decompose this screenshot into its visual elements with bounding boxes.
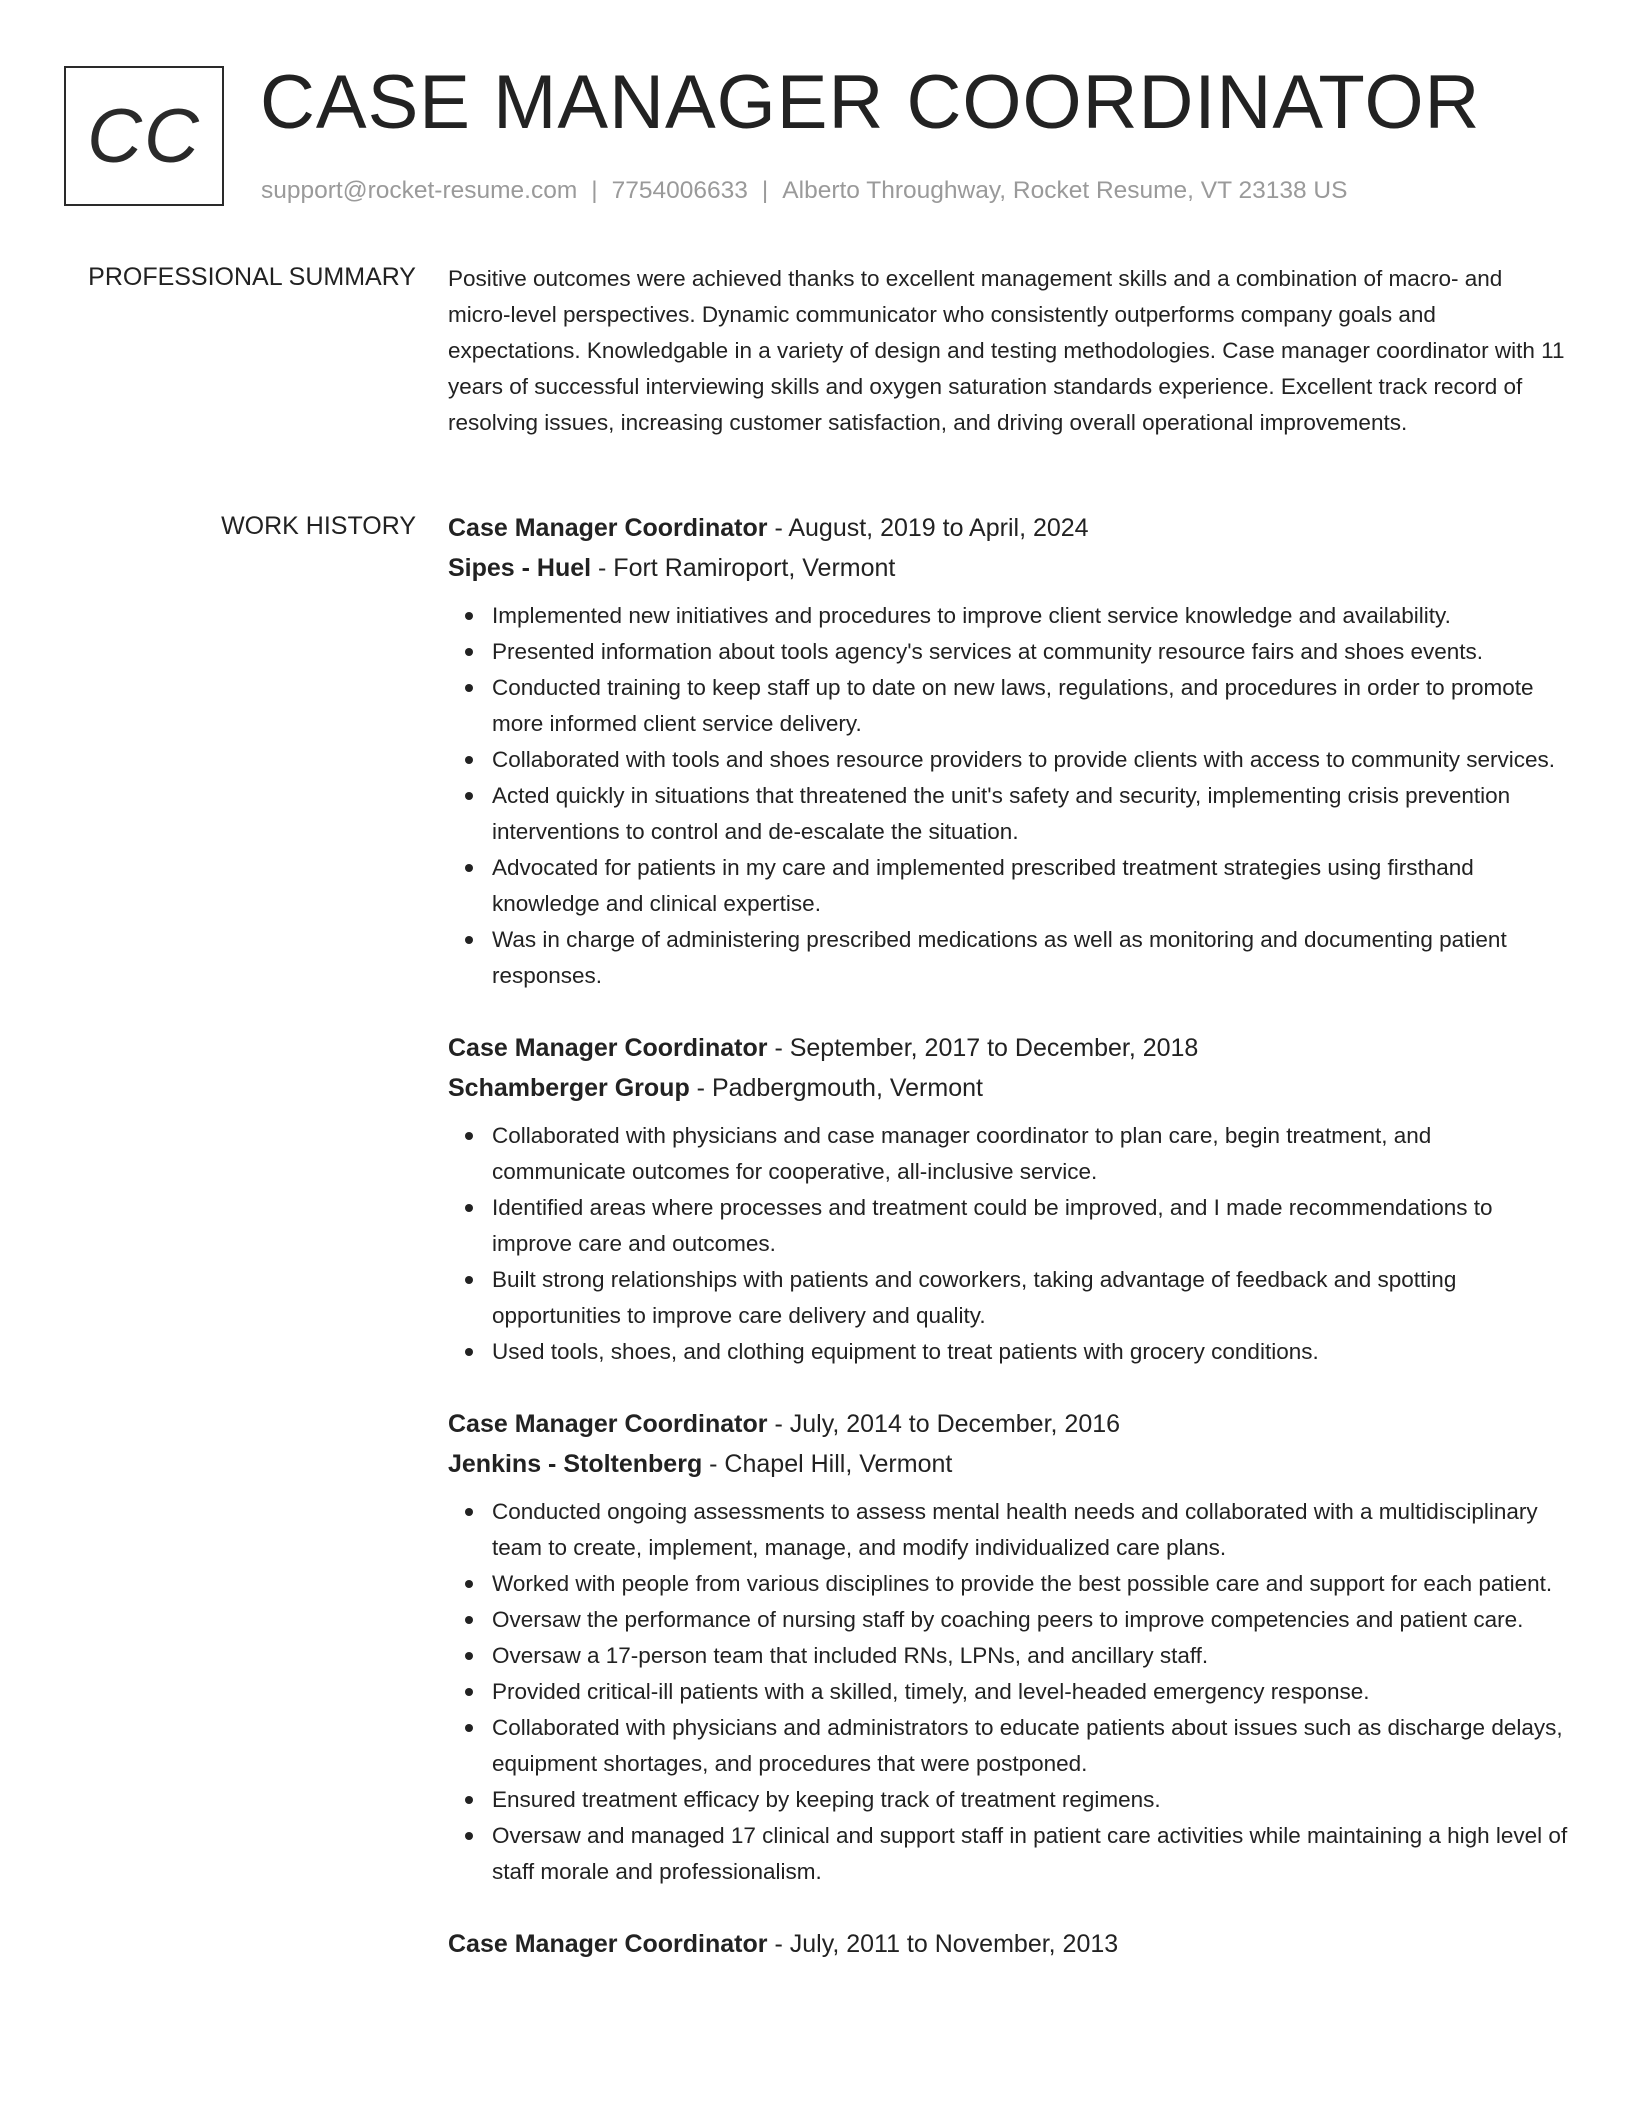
job-entry xyxy=(448,1924,1568,1964)
bullet-item: Provided critical-ill patients with a skilled, timely, and level-headed emergency response. xyxy=(492,1674,1568,1710)
bullet-item: Identified areas where processes and treatment could be improved, and I made recommendations to improve care and outcomes. xyxy=(492,1190,1568,1262)
job-bullets xyxy=(448,598,1568,994)
job-title: Case Manager Coordinator xyxy=(448,1034,768,1062)
summary-text: Positive outcomes were achieved thanks to excellent management skills and a combination of macro- and micro-level perspectives. Dynamic communicator who consistently outperforms company goals and expectations. Knowledgable in a variety of design and testing methodologies. Case manager coordinator with 11 years of successful interviewing skills and oxygen saturation standards experience. Excellent track record of resolving issues, increasing customer satisfaction, and driving overall operational improvements. xyxy=(448,266,1565,435)
contact-address: Alberto Throughway, Rocket Resume, VT 23138 US xyxy=(782,177,1348,204)
job-company: Jenkins - Stoltenberg xyxy=(448,1450,703,1478)
bullet-item: Collaborated with tools and shoes resource providers to provide clients with access to community services. xyxy=(492,742,1568,778)
job-bullets xyxy=(448,1118,1568,1370)
job-company-line xyxy=(448,548,1568,588)
job-title: Case Manager Coordinator xyxy=(448,1930,768,1958)
job-title: Case Manager Coordinator xyxy=(448,514,768,542)
job-location: - Chapel Hill, Vermont xyxy=(702,1450,953,1478)
contact-email[interactable]: support@rocket-resume.com xyxy=(261,177,578,204)
bullet-item: Used tools, shoes, and clothing equipment to treat patients with grocery conditions. xyxy=(492,1334,1568,1370)
job-company: Schamberger Group xyxy=(448,1074,690,1102)
job-company-line xyxy=(448,1068,1568,1108)
bullet-item: Ensured treatment efficacy by keeping track of treatment regimens. xyxy=(492,1782,1568,1818)
contact-separator: | xyxy=(761,177,769,204)
bullet-item: Collaborated with physicians and case manager coordinator to plan care, begin treatment, and communicate outcomes for cooperative, all-inclusive service. xyxy=(492,1118,1568,1190)
bullet-item: Implemented new initiatives and procedures to improve client service knowledge and availability. xyxy=(492,598,1568,634)
job-company: Sipes - Huel xyxy=(448,554,592,582)
bullet-item: Oversaw and managed 17 clinical and support staff in patient care activities while maintaining a high level of staff morale and professionalism. xyxy=(492,1818,1568,1890)
bullet-item: Advocated for patients in my care and implemented prescribed treatment strategies using firsthand knowledge and clinical expertise. xyxy=(492,850,1568,922)
job-bullets xyxy=(448,1494,1568,1890)
bullet-item: Acted quickly in situations that threatened the unit's safety and security, implementing crisis prevention interventions to control and de-escalate the situation. xyxy=(492,778,1568,850)
job-title-line xyxy=(448,1028,1568,1068)
job-title-line xyxy=(448,508,1568,548)
job-title: Case Manager Coordinator xyxy=(448,1410,768,1438)
monogram-badge: CC xyxy=(64,66,224,206)
contact-line xyxy=(261,176,1347,206)
bullet-item: Built strong relationships with patients and coworkers, taking advantage of feedback and spotting opportunities to improve care delivery and quality. xyxy=(492,1262,1568,1334)
bullet-item: Collaborated with physicians and administrators to educate patients about issues such as discharge delays, equipment shortages, and procedures that were postponed. xyxy=(492,1710,1568,1782)
job-entry xyxy=(448,1404,1568,1890)
bullet-item: Oversaw the performance of nursing staff by coaching peers to improve competencies and patient care. xyxy=(492,1602,1568,1638)
job-dates: - September, 2017 to December, 2018 xyxy=(767,1034,1199,1062)
contact-separator: | xyxy=(591,177,598,204)
bullet-item: Conducted training to keep staff up to date on new laws, regulations, and procedures in order to promote more informed client service delivery. xyxy=(492,670,1568,742)
candidate-name: CASE MANAGER COORDINATOR xyxy=(260,60,1481,145)
job-title-line xyxy=(448,1404,1568,1444)
job-location: - Padbergmouth, Vermont xyxy=(689,1074,983,1102)
job-entry xyxy=(448,508,1568,994)
bullet-item: Conducted ongoing assessments to assess mental health needs and collaborated with a multidisciplinary team to create, implement, manage, and modify individualized care plans. xyxy=(492,1494,1568,1566)
section-label-summary: PROFESSIONAL SUMMARY xyxy=(88,263,416,291)
bullet-item: Oversaw a 17-person team that included RNs, LPNs, and ancillary staff. xyxy=(492,1638,1568,1674)
job-entry xyxy=(448,1028,1568,1370)
contact-phone[interactable]: 7754006633 xyxy=(611,177,748,204)
job-dates: - July, 2014 to December, 2016 xyxy=(767,1410,1121,1438)
bullet-item: Was in charge of administering prescribed medications as well as monitoring and documenting patient responses. xyxy=(492,922,1568,994)
bullet-item: Worked with people from various disciplines to provide the best possible care and support for each patient. xyxy=(492,1566,1568,1602)
section-label-work-history: WORK HISTORY xyxy=(221,512,416,540)
job-title-line xyxy=(448,1924,1568,1964)
job-location: - Fort Ramiroport, Vermont xyxy=(591,554,896,582)
bullet-item: Presented information about tools agency's services at community resource fairs and shoes events. xyxy=(492,634,1568,670)
job-dates: - July, 2011 to November, 2013 xyxy=(767,1930,1119,1958)
job-list xyxy=(448,508,1568,1998)
job-dates: - August, 2019 to April, 2024 xyxy=(767,514,1089,542)
job-company-line xyxy=(448,1444,1568,1484)
